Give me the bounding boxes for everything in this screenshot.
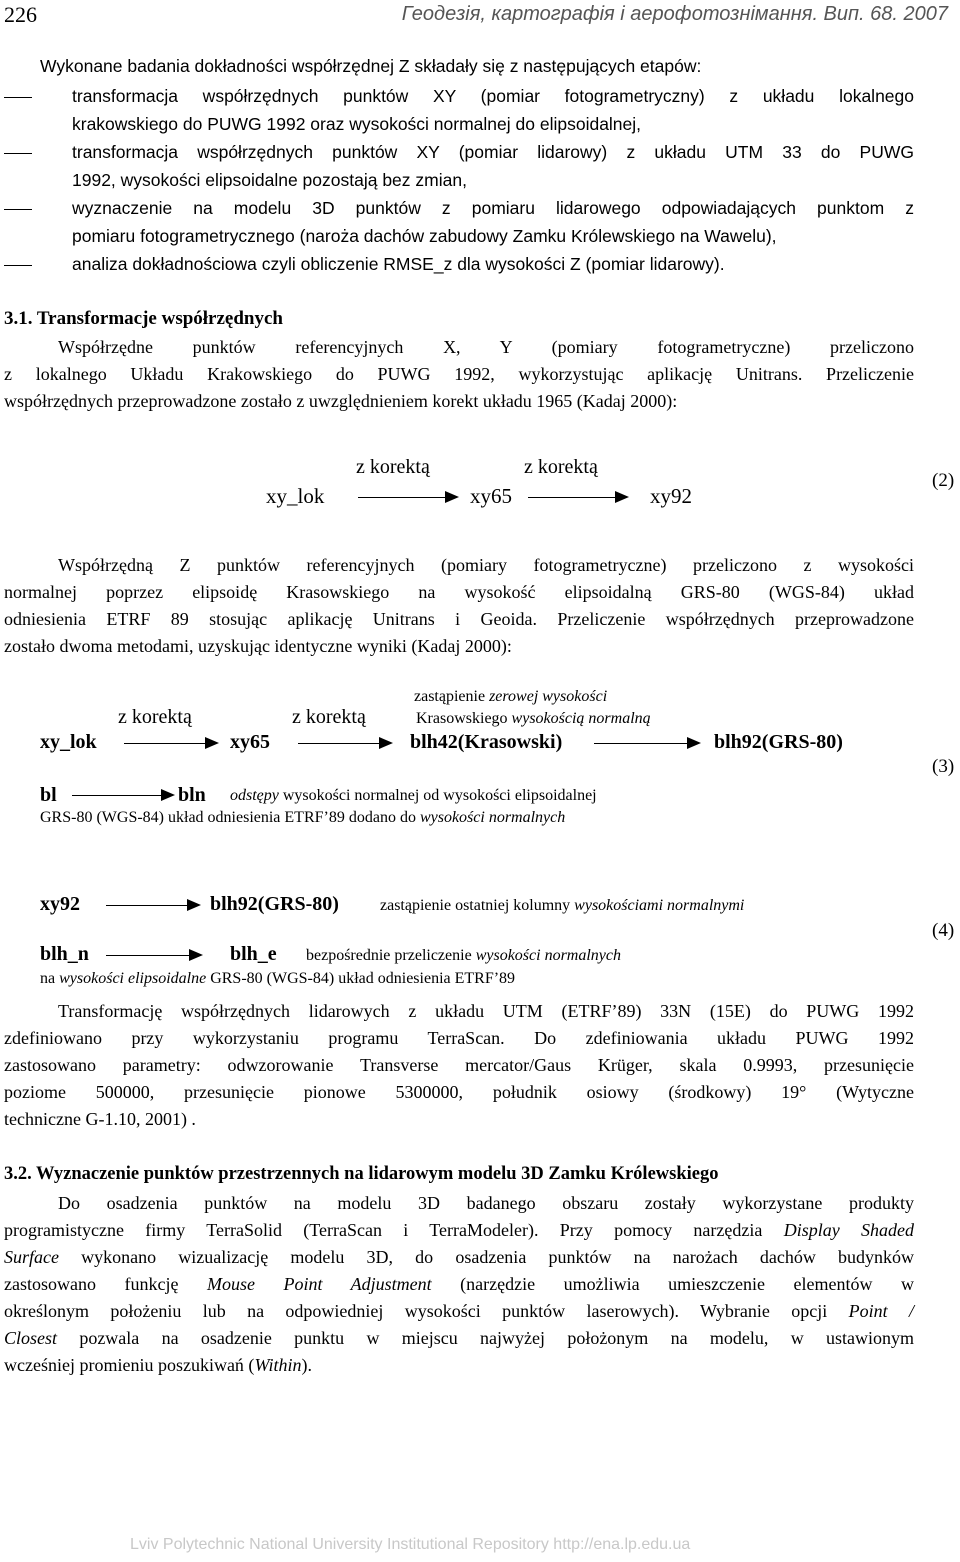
eq3-arrow-2 [298,743,390,744]
list-dash [4,265,32,266]
eq3-arrow-4 [72,795,172,796]
eq3-node-xy-lok: xy_lok [40,731,97,753]
list-dash [4,153,32,154]
eq2-node-xy65: xy65 [470,484,512,508]
step-2-line-2: 1992, wysokości elipsoidalne pozostają bez zmian, [72,170,467,190]
paragraph-4-line-5: określonym położeniu lub na odpowiedniej wysokości punktów laserowych). Wybranie opcji Point / [4,1301,915,1321]
paragraph-1-line-3: współrzędnych przeprowadzone zostało z uwzględnieniem korekt układu 1965 (Kadaj 2000): [4,391,678,411]
intro-text: Wykonane badania dokładności współrzędnej Z składały się z następujących etapów: [40,56,702,76]
eq2-node-xy92: xy92 [650,484,692,508]
paragraph-4-line-3: Surface wykonano wizualizację modelu 3D, do osadzenia punktów na narożach dachów budynków [4,1247,914,1267]
eq3-node-blh92: blh92(GRS-80) [714,731,843,753]
page-number: 226 [4,2,37,27]
eq4-note-2: bezpośrednie przeliczenie wysokości normalnych [306,947,621,964]
eq3-label-2: z korektą [292,706,366,728]
eq3-note-line-2: GRS-80 (WGS-84) układ odniesienia ETRF’89 dodano do wysokości normalnych [40,809,566,826]
step-4-line-1: analiza dokładnościowa czyli obliczenie RMSE_z dla wysokości Z (pomiar lidarowy). [72,254,725,274]
eq3-top-note-2: Krasowskiego wysokością normalną [416,710,651,727]
eq3-number: (3) [932,756,955,777]
eq3-node-blh42: blh42(Krasowski) [410,731,563,753]
paragraph-4-line-7: wcześniej promieniu poszukiwań (Within). [4,1355,312,1375]
eq4-arrow-2 [106,955,200,956]
paragraph-3-line-2: zdefiniowano przy wykorzystaniu programu TerraScan. Do zdefiniowania układu PUWG 1992 [4,1028,914,1048]
paragraph-3-line-3: zastosowano parametry: odwzorowanie Transverse mercator/Gaus Krüger, skala 0.9993, przesunięcie [4,1055,914,1075]
eq4-node-blh-e: blh_e [230,943,277,965]
eq3-node-bl: bl [40,784,57,806]
eq4-number: (4) [932,920,955,941]
paragraph-1-line-2: z lokalnego Układu Krakowskiego do PUWG 1992, wykorzystując aplikację Unitrans. Przeliczenie [4,364,914,384]
paragraph-2-line-2: normalnej poprzez elipsoidę Krasowskiego na wysokość elipsoidalną GRS-80 (WGS-84) układ [4,582,914,602]
section-heading-3-2: 3.2. Wyznaczenie punktów przestrzennych na lidarowym modelu 3D Zamku Królewskiego [4,1164,719,1184]
step-3-line-2: pomiaru fotogrametrycznego (naroża dachów zabudowy Zamku Królewskiego na Wawelu), [72,226,777,246]
eq4-note-1: zastąpienie ostatniej kolumny wysokościami normalnymi [380,897,745,914]
eq4-node-blh-n: blh_n [40,943,89,965]
paragraph-2-line-4: zostało dwoma metodami, uzyskując identyczne wyniki (Kadaj 2000): [4,636,512,656]
paragraph-4-line-4: zastosowano funkcję Mouse Point Adjustment (narzędzie umożliwia umieszczenie elementów w [4,1274,914,1294]
list-dash [4,97,32,98]
journal-header: Геодезія, картографія і аерофотознімання. Вип. 68. 2007 [401,3,948,25]
repository-footer: Lviv Polytechnic National University Institutional Repository http://ena.lp.edu.ua [130,1536,691,1553]
eq4-note-3: na wysokości elipsoidalne GRS-80 (WGS-84) układ odniesienia ETRF’89 [40,970,516,987]
paragraph-2-line-3: odniesienia ETRF 89 stosując aplikację Unitrans i Geoida. Przeliczenie współrzędnych przeprowadzone [4,609,914,629]
eq3-node-bln: bln [178,784,206,806]
eq2-node-xy-lok: xy_lok [266,484,325,508]
eq3-top-note-1: zastąpienie zerowej wysokości [414,688,608,705]
list-dash [4,209,32,210]
paragraph-3-line-5: techniczne G-1.10, 2001) . [4,1109,196,1129]
step-3-line-1: wyznaczenie na modelu 3D punktów z pomiaru lidarowego odpowiadających punktom z [72,198,914,218]
eq2-arrow-1 [358,497,456,498]
eq4-node-xy92: xy92 [40,893,80,915]
paragraph-4-line-1: Do osadzenia punktów na modelu 3D badanego obszaru zostały wykorzystane produkty [58,1193,914,1213]
step-1-line-1: transformacja współrzędnych punktów XY (pomiar fotogrametryczny) z układu lokalnego [72,86,914,106]
step-2-line-1: transformacja współrzędnych punktów XY (pomiar lidarowy) z układu UTM 33 do PUWG [72,142,914,162]
section-heading-3-1: 3.1. Transformacje współrzędnych [4,308,283,329]
paragraph-4-line-6: Closest pozwala na osadzenie punktu w miejscu najwyżej położonym na modelu, w ustawionym [4,1328,914,1348]
eq4-node-blh92: blh92(GRS-80) [210,893,339,915]
step-1-line-2: krakowskiego do PUWG 1992 oraz wysokości normalnej do elipsoidalnej, [72,114,642,134]
eq3-node-xy65: xy65 [230,731,270,753]
paragraph-2-line-1: Współrzędną Z punktów referencyjnych (pomiary fotogrametryczne) przeliczono z wysokości [58,555,914,575]
eq3-arrow-3 [594,743,698,744]
eq3-label-1: z korektą [118,706,192,728]
eq2-label-2: z korektą [524,456,598,478]
eq2-label-1: z korektą [356,456,430,478]
paragraph-1-line-1: Współrzędne punktów referencyjnych X, Y (pomiary fotogrametryczne) przeliczono [58,337,914,357]
paragraph-4-line-2: programistyczne firmy TerraSolid (TerraScan i TerraModeler). Przy pomocy narzędzia Display Shaded [4,1220,915,1240]
paragraph-3-line-1: Transformację współrzędnych lidarowych z układu UTM (ETRF’89) 33N (15E) do PUWG 1992 [58,1001,914,1021]
eq2-number: (2) [932,470,955,491]
eq3-note-offsets: odstępy wysokości normalnej od wysokości elipsoidalnej [230,787,597,804]
eq3-arrow-1 [124,743,216,744]
eq4-arrow-1 [106,905,198,906]
eq2-arrow-2 [528,497,626,498]
paragraph-3-line-4: poziome 500000, przesunięcie pionowe 5300000, południk osiowy (środkowy) 19° (Wytyczne [4,1082,914,1102]
